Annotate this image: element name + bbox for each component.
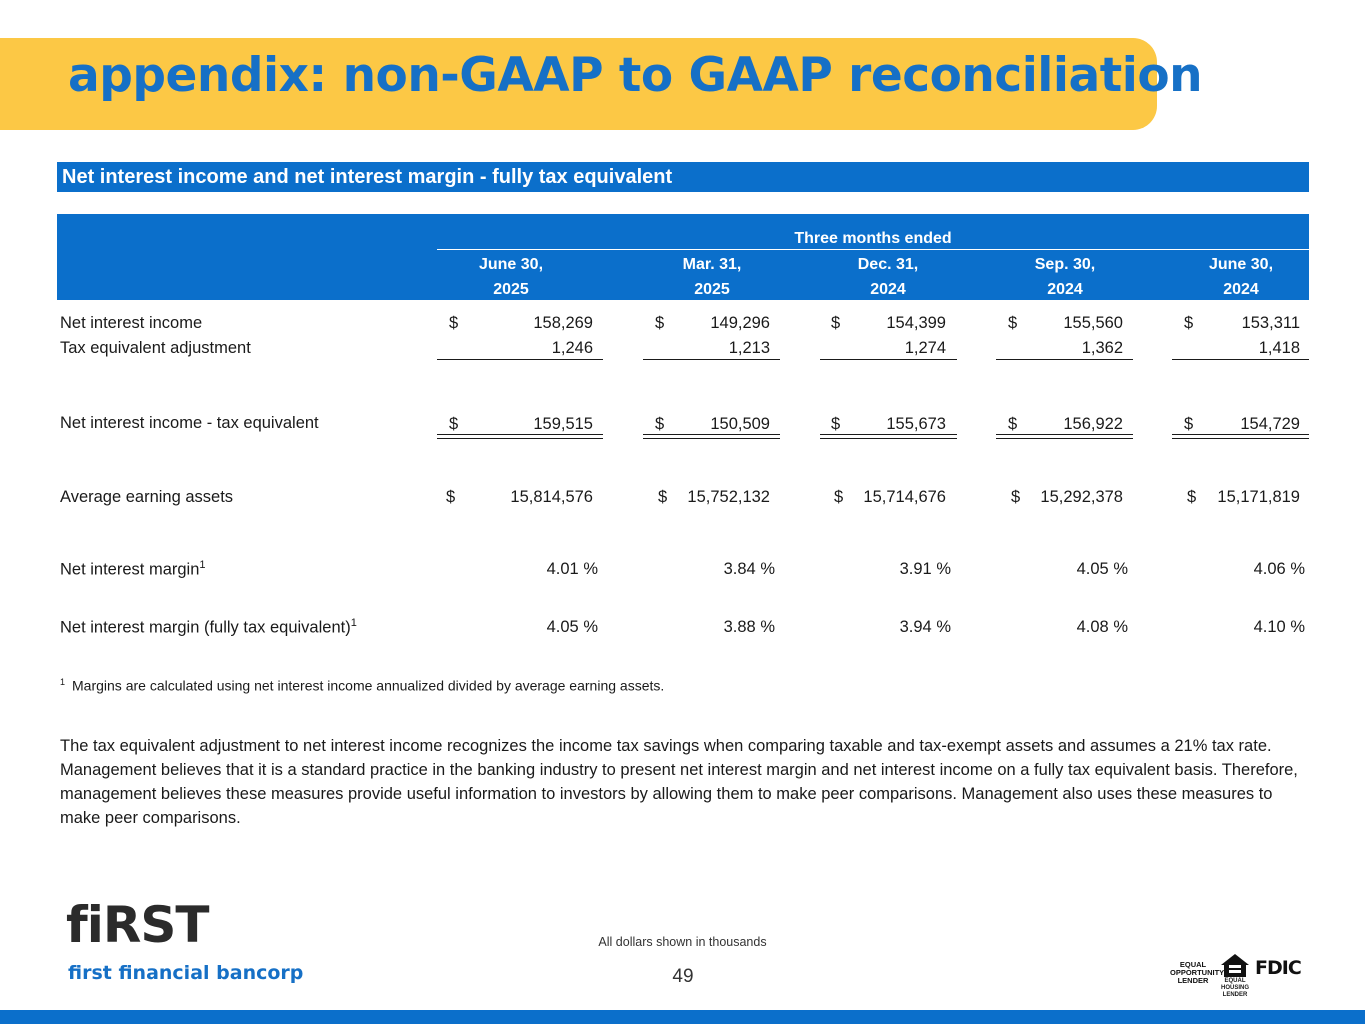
table-cell: 156,922 (1063, 415, 1123, 433)
table-cell: 149,296 (710, 314, 770, 332)
table-cell: 1,274 (904, 339, 946, 357)
bottom-accent-bar (0, 1010, 1365, 1024)
table-cell: 4.01 % (546, 560, 598, 578)
column-header-line2: 2025 (493, 281, 529, 298)
table-cell: 153,311 (1241, 314, 1300, 332)
double-underline (643, 438, 780, 439)
row-label-text: Net interest margin (60, 560, 200, 579)
row-label-net-interest-income-tax-equivalent: Net interest income - tax equivalent (60, 414, 319, 432)
underline (1172, 359, 1309, 360)
footnote-mark: 1 (199, 559, 206, 571)
fdic-logo: FDIC (1255, 957, 1301, 979)
column-header (431, 252, 591, 302)
table-cell: 150,509 (710, 415, 770, 433)
table-cell: 3.84 % (723, 560, 775, 578)
section-title: Net interest income and net interest margin - fully tax equivalent (57, 162, 1309, 192)
equal-opportunity-lender-badge: EQUAL OPPORTUNITY LENDER (1170, 960, 1225, 985)
row-label-net-interest-margin (60, 559, 206, 580)
column-header-line2: 2024 (870, 281, 906, 298)
column-header (1161, 252, 1321, 302)
currency-symbol: $ (655, 314, 665, 332)
company-logo-name: first financial bancorp (68, 962, 304, 984)
table-cell: 3.88 % (723, 618, 775, 636)
table-cell: 155,673 (886, 415, 946, 433)
table-cell: 4.08 % (1076, 618, 1128, 636)
table-cell: 154,399 (886, 314, 946, 332)
table-cell: 4.05 % (1076, 560, 1128, 578)
double-underline (996, 434, 1133, 435)
company-logo-wordmark: fiRST (66, 896, 209, 954)
currency-symbol: $ (655, 415, 665, 433)
double-underline (1172, 438, 1309, 439)
column-header-line2: 2024 (1047, 281, 1083, 298)
footnote (60, 677, 664, 694)
currency-symbol: $ (1187, 488, 1197, 506)
row-label-tax-equivalent-adjustment: Tax equivalent adjustment (60, 339, 251, 357)
double-underline (820, 434, 957, 435)
column-header-line2: 2025 (694, 281, 730, 298)
underline (996, 359, 1133, 360)
currency-symbol: $ (449, 415, 459, 433)
currency-symbol: $ (831, 415, 841, 433)
table-cell: 4.10 % (1253, 618, 1305, 636)
underline (820, 359, 957, 360)
table-header (57, 214, 1309, 300)
footnote-mark: 1 (350, 617, 357, 629)
currency-symbol: $ (1184, 314, 1194, 332)
double-underline (996, 438, 1133, 439)
column-header (632, 252, 792, 302)
double-underline (820, 438, 957, 439)
table-cell: 1,213 (728, 339, 770, 357)
page-title: appendix: non-GAAP to GAAP reconciliation (68, 48, 1203, 103)
row-label-text: Net interest margin (fully tax equivalent) (60, 618, 351, 637)
units-note: All dollars shown in thousands (598, 935, 767, 949)
footnote-text: Margins are calculated using net interest income annualized divided by average earning assets. (72, 677, 665, 694)
table-cell: 1,418 (1258, 339, 1300, 357)
column-header (985, 252, 1145, 302)
column-header-line2: 2024 (1223, 281, 1259, 298)
currency-symbol: $ (834, 488, 844, 506)
currency-symbol: $ (1184, 415, 1194, 433)
table-cell: 1,246 (551, 339, 593, 357)
underline (643, 359, 780, 360)
footnote-mark: 1 (60, 677, 66, 687)
currency-symbol: $ (1011, 488, 1021, 506)
column-header-line1: June 30, (478, 256, 544, 273)
row-label-net-interest-income: Net interest income (60, 314, 203, 332)
double-underline (1172, 434, 1309, 435)
currency-symbol: $ (1008, 314, 1018, 332)
double-underline (437, 438, 603, 439)
currency-symbol: $ (658, 488, 668, 506)
table-cell: 158,269 (533, 314, 593, 332)
column-header-line1: June 30, (1208, 256, 1274, 273)
column-header-line1: Dec. 31, (857, 256, 919, 273)
table-cell: 155,560 (1063, 314, 1123, 332)
table-cell: 3.91 % (899, 560, 951, 578)
table-cell: 159,515 (533, 415, 593, 433)
double-underline (643, 434, 780, 435)
row-label-net-interest-margin-fte (60, 617, 357, 638)
page-number: 49 (672, 966, 694, 987)
table-cell: 15,714,676 (863, 488, 946, 506)
period-header: Three months ended (437, 230, 1309, 250)
table-cell: 4.06 % (1253, 560, 1305, 578)
double-underline (437, 434, 603, 435)
table-cell: 154,729 (1240, 415, 1300, 433)
explanation-paragraph: The tax equivalent adjustment to net interest income recognizes the income tax savings when comparing taxable and tax-exempt assets and assumes a 21% tax rate. Management believes that it is a standard practice in the banking industry to present net interest margin and net interest income on a fully tax equivalent basis. Therefore, management believes these measures provide useful information to investors by allowing them to make peer comparisons. Management also uses these measures to make peer comparisons. (60, 737, 1298, 827)
table-cell: 4.05 % (546, 618, 598, 636)
table-cell: 15,171,819 (1217, 488, 1300, 506)
table-cell: 1,362 (1081, 339, 1123, 357)
equal-housing-lender-caption: EQUAL HOUSING LENDER (1220, 978, 1249, 998)
table-cell: 15,814,576 (510, 488, 593, 506)
currency-symbol: $ (831, 314, 841, 332)
table-cell: 15,752,132 (687, 488, 770, 506)
currency-symbol: $ (449, 314, 459, 332)
underline (437, 359, 603, 360)
currency-symbol: $ (446, 488, 456, 506)
column-header-line1: Sep. 30, (1034, 256, 1096, 273)
currency-symbol: $ (1008, 415, 1018, 433)
table-cell: 3.94 % (899, 618, 951, 636)
row-label-average-earning-assets: Average earning assets (60, 488, 234, 506)
column-header-line1: Mar. 31, (682, 256, 742, 273)
table-cell: 15,292,378 (1040, 488, 1123, 506)
column-header (808, 252, 968, 302)
